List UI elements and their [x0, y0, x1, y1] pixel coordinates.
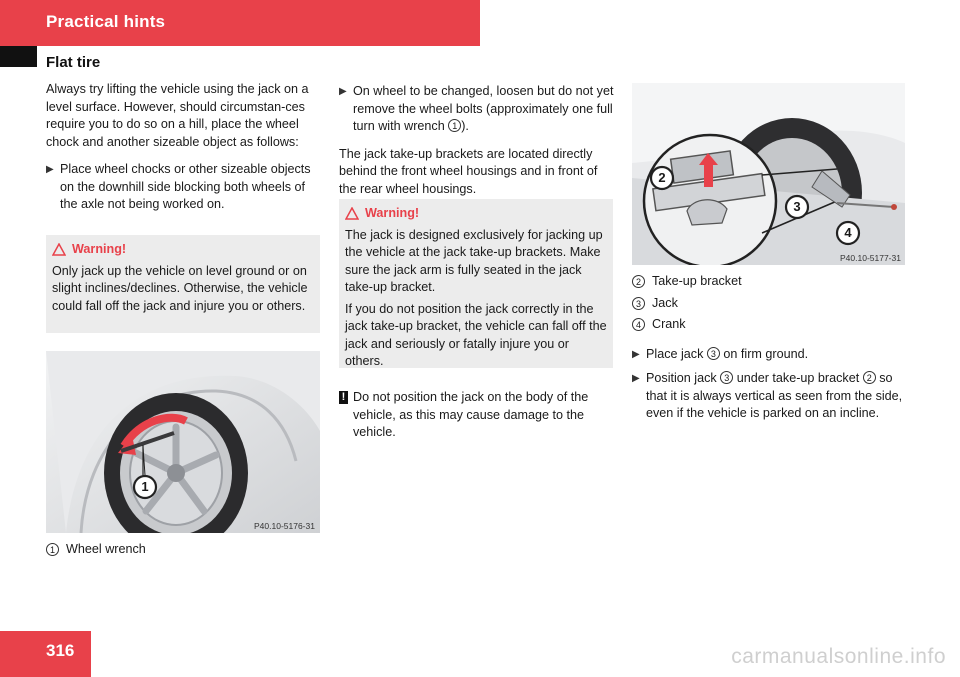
- callout-1-label: 1: [141, 479, 149, 494]
- callout-2-label: 2: [658, 170, 666, 185]
- legend-text: Crank: [652, 317, 686, 331]
- left-column: [46, 81, 322, 214]
- step-text: Place wheel chocks or other sizeable objects on the downhill side blocking both wheels of the axle not being worked on.: [60, 162, 311, 211]
- warning-box-jack: [339, 199, 613, 368]
- step-loosen-bolts: [339, 83, 615, 136]
- warning-header: [52, 241, 314, 259]
- step-chocks: [46, 161, 322, 214]
- warning-box-level-ground: [46, 235, 320, 333]
- image-code-left: P40.10-5176-31: [254, 521, 315, 531]
- step-text: On wheel to be changed, loosen but do not yet remove the wheel bolts (approximately one full turn with wrench: [353, 84, 614, 133]
- legend-number: 2: [632, 275, 645, 288]
- step-arrow-icon: ▶: [339, 86, 347, 97]
- right-column: [632, 273, 908, 423]
- intro-paragraph: Always try lifting the vehicle using the jack on a level surface. However, should circumstan-ces require you to do so on a hill, place the wheel chock and another sizeable object as follows:: [46, 82, 309, 149]
- warning-header: [345, 205, 607, 223]
- legend-item: [632, 295, 908, 313]
- callout-3-label: 3: [793, 199, 801, 214]
- callout-4-label: 4: [844, 225, 852, 240]
- note-item: [339, 389, 615, 442]
- ref-number: 2: [863, 371, 876, 384]
- legend-item: [46, 541, 322, 559]
- step-arrow-icon: ▶: [632, 348, 640, 360]
- step-text: Position jack: [646, 371, 717, 385]
- ref-number: 1: [448, 119, 461, 132]
- warning-text-2: If you do not position the jack correctly in the jack take-up bracket, the vehicle can fall off the jack and seriously or fatally injure you or others.: [345, 301, 607, 368]
- legend-text: Take-up bracket: [652, 274, 742, 288]
- warning-triangle-icon: [345, 207, 359, 220]
- ref-number: 3: [720, 371, 733, 384]
- warning-text: Only jack up the vehicle on level ground or on slight inclines/declines. Otherwise, the vehicle could fall off the jack and injure you or others.: [52, 263, 308, 313]
- step-arrow-icon: ▶: [632, 373, 640, 384]
- jack-illustration: [632, 83, 905, 265]
- legend-number: 1: [46, 543, 59, 556]
- step-place-jack: [632, 346, 908, 364]
- image-code-right: P40.10-5177-31: [840, 253, 901, 263]
- legend-text: Wheel wrench: [66, 542, 146, 556]
- exclamation-icon: !: [339, 391, 348, 404]
- legend-text: Jack: [652, 295, 678, 310]
- ref-number: 3: [707, 347, 720, 360]
- page-number: 316: [46, 641, 75, 660]
- jack-image: [632, 83, 905, 265]
- legend-item: [632, 316, 908, 334]
- legend-item: [632, 273, 908, 291]
- header-tab: [0, 46, 37, 67]
- step-position-jack: [632, 370, 908, 423]
- legend-number: 3: [632, 297, 645, 310]
- middle-column: [339, 83, 615, 198]
- brackets-paragraph: The jack take-up brackets are located directly behind the front wheel housings and in front of the rear wheel housings.: [339, 146, 598, 196]
- page-title: Flat tire: [46, 54, 101, 71]
- wheel-wrench-image: [46, 351, 320, 533]
- step-text: on firm ground.: [723, 346, 809, 361]
- step-text-end: ).: [461, 119, 469, 133]
- step-text: under take-up bracket: [736, 371, 860, 385]
- note-block: [339, 389, 615, 442]
- note-text: Do not position the jack on the body of the vehicle, as this may cause damage to the vehicle.: [353, 390, 589, 439]
- warning-text-1: The jack is designed exclusively for jacking up the vehicle at the jack take-up brackets. Make sure the jack arm is fully seated in the jack take-up bracket.: [345, 227, 603, 294]
- watermark: carmanualsonline.info: [731, 645, 946, 668]
- step-arrow-icon: ▶: [46, 164, 54, 175]
- wheel-wrench-illustration: [46, 351, 320, 533]
- section-header: Practical hints: [46, 12, 166, 31]
- step-text: so that it is always vertical as seen from the side, even if the vehicle is parked on an incline.: [646, 371, 903, 420]
- step-text: Place jack: [646, 346, 704, 361]
- warning-title: Warning!: [365, 206, 420, 220]
- legend-number: 4: [632, 318, 645, 331]
- warning-triangle-icon: [52, 243, 66, 256]
- legend-left: [46, 541, 322, 563]
- warning-title: Warning!: [72, 242, 127, 256]
